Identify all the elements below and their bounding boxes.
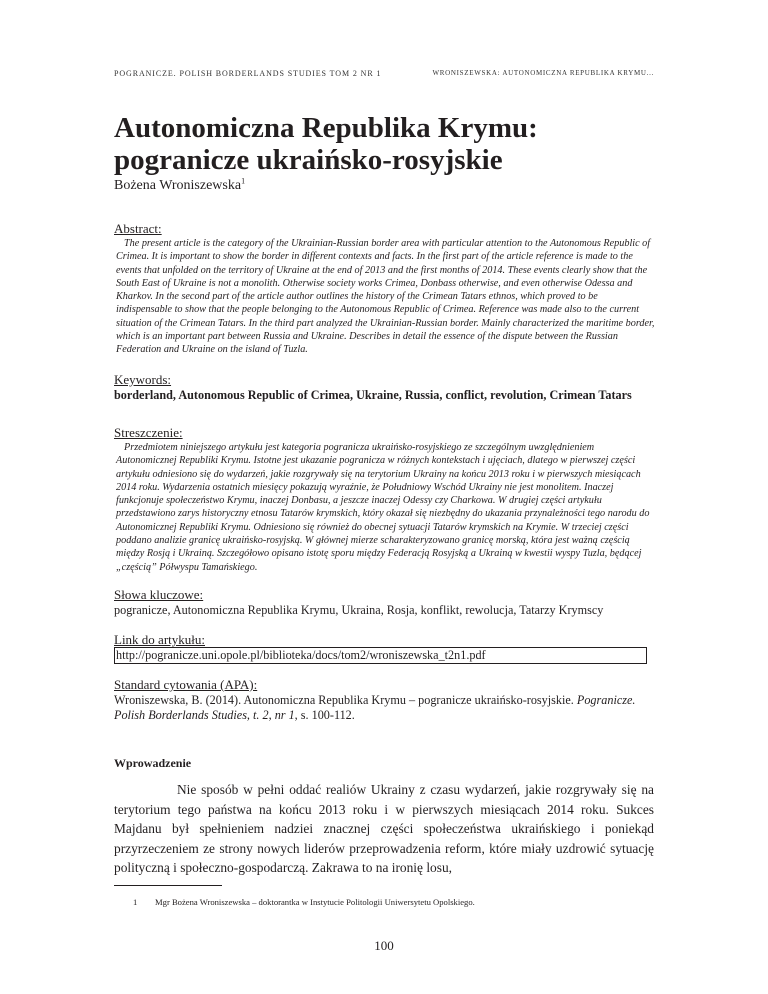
slowa-kluczowe-label: Słowa kluczowe: bbox=[114, 587, 204, 602]
slowa-kluczowe-text: pogranicze, Autonomiczna Republika Krymu, Ukraina, Rosja, konflikt, rewolucja, Tatarzy Krymscy bbox=[114, 603, 604, 617]
apa-citation-part-2: , s. 100-112. bbox=[294, 707, 355, 722]
abstract-text: The present article is the category of the Ukrainian-Russian border area with particular attention to the Autonomous Republic of Crimea. It is important to show the border in different contexts and facts. In the first part of the article reference is made to the events that unfolded on the territory of Ukraine at the end of 2013 and the first months of 2014. These events clearly show that the South East of Ukraine is not a monolith. Otherwise society works Crimea, Donbass otherwise, and even otherwise Odessa and Kharkov. In the second part of the article author outlines the history of the Crimean Tatars ethnos, which proved to be indispensable to show that the people belonging to the Autonomous Republic of Crimea. Reference was made also to the current situation of the Crimean Tatars. In the third part analyzed the Ukrainian-Russian border. Mainly characterized the maritime border, which is an important part between Russia and Ukraine. Describes in detail the essence of the dispute between the Russian Federation and Ukraine on the island of Tuzla. bbox=[116, 238, 655, 356]
running-header-journal: POGRANICZE. POLISH BORDERLANDS STUDIES TOM 2 NR 1 bbox=[114, 69, 382, 78]
article-title bbox=[114, 112, 674, 176]
author-name: Bożena Wroniszewska bbox=[114, 178, 242, 193]
streszczenie-label: Streszczenie: bbox=[114, 425, 183, 440]
keywords-label: Keywords: bbox=[114, 372, 172, 387]
section-heading: Wprowadzenie bbox=[114, 756, 192, 770]
footnote-number: 1 bbox=[133, 897, 138, 907]
footnote-divider bbox=[114, 885, 222, 886]
footnote-text: Mgr Bożena Wroniszewska – doktorantka w Instytucie Politologii Uniwersytetu Opolskiego. bbox=[155, 897, 475, 907]
keywords-text: borderland, Autonomous Republic of Crimea, Ukraine, Russia, conflict, revolution, Crimean Tatars bbox=[114, 388, 632, 402]
page-number: 100 bbox=[374, 938, 394, 953]
running-header-article: WRONISZEWSKA: AUTONOMICZNA REPUBLIKA KRYMU... bbox=[432, 69, 654, 77]
article-link[interactable]: http://pogranicze.uni.opole.pl/biblioteka/docs/tom2/wroniszewska_t2n1.pdf bbox=[114, 647, 647, 664]
streszczenie-text: Przedmiotem niniejszego artykułu jest kategoria pogranicza ukraińsko-rosyjskiego ze szczególnym uwzględnieniem Autonomicznej Republiki Krymu. Istotne jest ukazanie pogranicza w różnych kontekstach i ujęciach, dlatego w pierwszej części artykułu odniesiono się do wydarzeń, jakie rozgrywały się na terytorium Ukrainy na końcu 2013 roku i w pierwszych miesiącach 2014 roku. Wydarzenia ostatnich miesięcy pokazują wyraźnie, że Południowy Wschód Ukrainy nie jest monolitem. Inaczej funkcjonuje społeczeństwo Krymu, inaczej Donbasu, a jeszcze inaczej Odessy czy Charkowa. W drugiej części artykułu przedstawiono zarys historyczny etnosu Tatarów krymskich, który okazał się niezbędny do ukazania przynależności tego narodu do Autonomicznej Republiki Krymu. Odniesiono się również do obecnej sytuacji Tatarów krymskich na Krymie. W trzeciej części poddano analizie granicę ukraińsko-rosyjską. W głównej mierze scharakteryzowano granicę morską, która jest ważną częścią między Rosją i Ukrainą. Szczegółowo opisano istotę sporu między Federacją Rosyjską a Ukrainą w kwestii wyspy Tuzla, będącej „częścią” Półwyspu Tamańskiego. bbox=[116, 442, 650, 573]
footnote bbox=[133, 897, 653, 907]
apa-label: Standard cytowania (APA): bbox=[114, 677, 258, 692]
abstract-label: Abstract: bbox=[114, 221, 162, 236]
article-title-line-2: pogranicze ukraińsko-rosyjskie bbox=[114, 144, 503, 176]
article-title-line-1: Autonomiczna Republika Krymu: bbox=[114, 112, 538, 144]
link-label: Link do artykułu: bbox=[114, 632, 205, 647]
apa-citation-part-1: Wroniszewska, B. (2014). Autonomiczna Republika Krymu – pogranicze ukraińsko-rosyjskie. bbox=[114, 693, 577, 707]
author-line bbox=[114, 178, 245, 194]
author-footnote-mark[interactable]: 1 bbox=[241, 176, 246, 186]
apa-citation bbox=[114, 693, 654, 722]
apa-citation-journal: Pogranicze. Polish Borderlands Studies, t. 2, nr 1 bbox=[114, 693, 636, 722]
body-paragraph: Nie sposób w pełni oddać realiów Ukrainy z czasu wydarzeń, jakie rozgrywały się na terytorium tego państwa na końcu 2013 roku i w pierwszych miesiącach 2014 roku. Sukces Majdanu był spełnieniem nadziei znacznej części społeczeństwa ukraińskiego i poniekąd przyrzeczeniem ze strony nowych liderów przeprowadzenia reform, które miały uzdrowić sytuację polityczną i społeczno-gospodarczą. Zakrawa to na ironię losu, bbox=[114, 782, 654, 876]
